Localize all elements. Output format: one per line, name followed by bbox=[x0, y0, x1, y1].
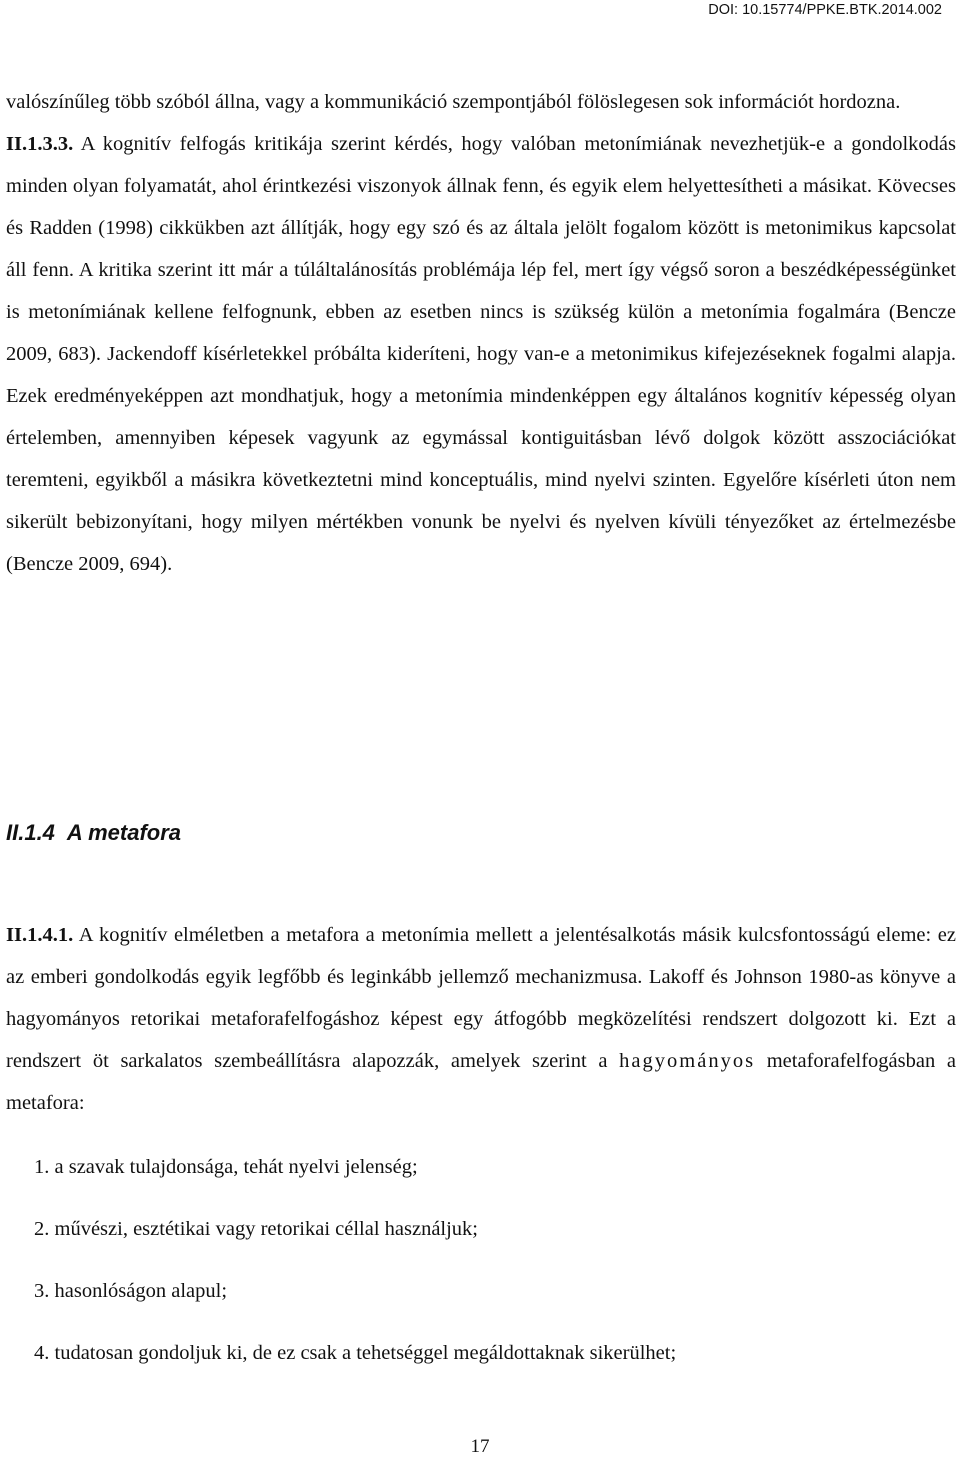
paragraph-text: A kognitív felfogás kritikája szerint kérdés, hogy valóban metonímiának nevezhetjük-e a gondolkodás minden olyan folyamatát, ahol érintkezési viszonyok állnak fenn, és egyik elem helyettesítheti a másikat. Kövecses és Radden (1998) cikkükben azt állítják, hogy egy szó és az általa jelölt fogalom között is metonimikus kapcsolat áll fenn. A kritika szerint itt már a túláltalánosítás problémája lép fel, mert így végső soron a beszédképességünket is metonímiának kellene felfognunk, ebben az esetben nincs is szükség külön a metonímia fogalmára (Bencze 2009, 683). Jackendoff kísérletekkel próbálta kideríteni, hogy van-e a metonimikus kifejezéseknek fogalmi alapja. Ezek eredményeképpen azt mondhatjuk, hogy a metonímia mindenképpen egy általános kognitív képesség olyan értelemben, amennyiben képesek vagyunk az egymással kontiguitásban lévő dolgok között asszociációkat teremteni, egyikből a másikra következtetni mind konceptuális, mind nyelvi szinten. Egyelőre kísérleti úton nem sikerült bebizonyítani, hogy milyen mértékben vonunk be nyelvi és nyelven kívüli tényezőket az értelmezésbe (Bencze 2009, 694). bbox=[6, 133, 956, 575]
list-item: 4. tudatosan gondoljuk ki, de ez csak a tehetséggel megáldottaknak sikerülhet; bbox=[34, 1342, 677, 1364]
section-heading bbox=[6, 820, 181, 846]
paragraph-text: A kognitív elméletben a metafora a metonímia mellett a jelentésalkotás másik kulcsfontosságú eleme: ez az emberi gondolkodás egyik legfőbb és leginkább jellemző mechanizmusa. Lakoff és Johnson 1980-as könyve a hagyományos retorikai metaforafelfogáshoz képest egy átfogóbb megközelítési rendszert dolgozott ki. Ezt a rendszert öt sarkalatos szembeállításra alapozzák, amelyek szerint a bbox=[6, 924, 956, 1072]
paragraph-II-1-3-3 bbox=[6, 123, 956, 585]
document-body bbox=[6, 81, 956, 585]
section-body bbox=[6, 914, 956, 1124]
paragraph-continuation: valószínűleg több szóból állna, vagy a kommunikáció szempontjából fölöslegesen sok információt hordozna. bbox=[6, 91, 901, 113]
paragraph-number: II.1.4.1. bbox=[6, 924, 74, 946]
page-number: 17 bbox=[470, 1436, 490, 1457]
doi-header: DOI: 10.15774/PPKE.BTK.2014.002 bbox=[708, 2, 942, 18]
paragraph-text-end: metaforafelfogásban a metafora: bbox=[6, 1050, 956, 1114]
list-item: 2. művészi, esztétikai vagy retorikai céllal használjuk; bbox=[34, 1218, 479, 1240]
paragraph-number: II.1.3.3. bbox=[6, 133, 74, 155]
section-number: II.1.4 bbox=[6, 820, 55, 845]
list-item: 1. a szavak tulajdonsága, tehát nyelvi jelenség; bbox=[34, 1156, 418, 1178]
numbered-list bbox=[34, 1146, 676, 1394]
section-title: A metafora bbox=[66, 820, 182, 845]
spaced-emphasis: hagyományos bbox=[619, 1050, 756, 1072]
list-item: 3. hasonlóságon alapul; bbox=[34, 1280, 228, 1302]
paragraph-II-1-4-1 bbox=[6, 914, 956, 1124]
